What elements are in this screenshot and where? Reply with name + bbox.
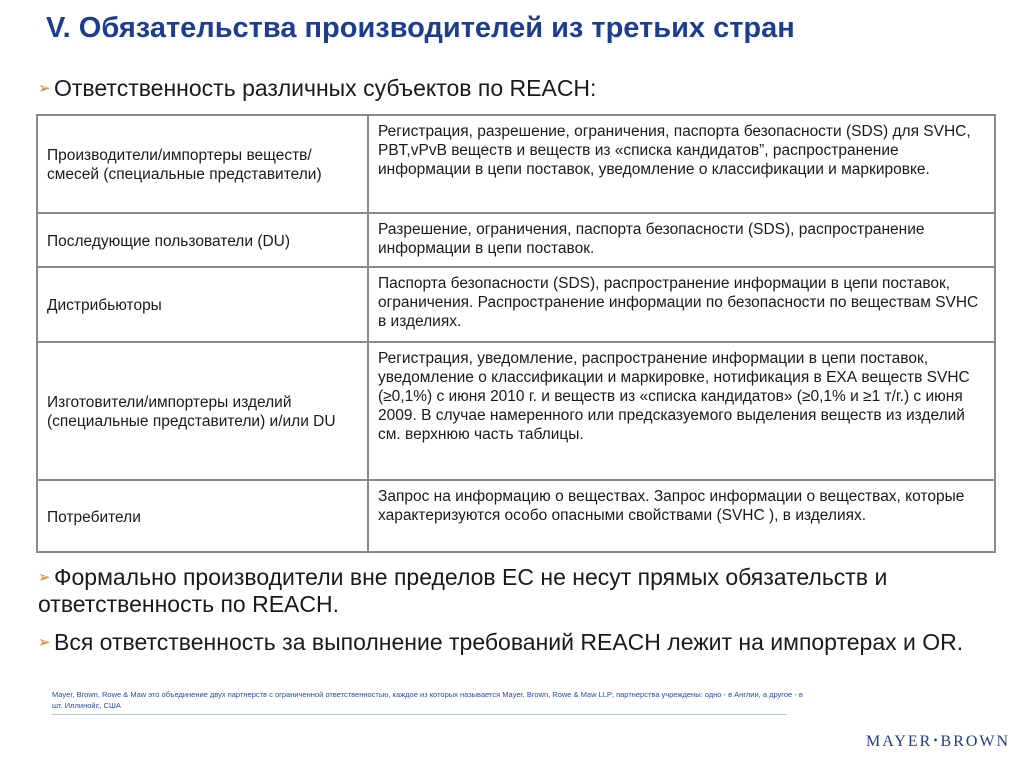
footer-divider bbox=[52, 714, 787, 715]
party-cell: Производители/импортеры веществ/смесей (специальные представители) bbox=[37, 115, 368, 213]
arrow-right-icon: ➢ bbox=[38, 569, 51, 586]
mayer-brown-logo bbox=[866, 733, 1010, 751]
obligations-cell: Запрос на информацию о веществах. Запрос информации о веществах, которые характеризуются особо опасными свойствами (SVHC ), в изделиях. bbox=[368, 480, 995, 552]
party-cell: Последующие пользователи (DU) bbox=[37, 213, 368, 267]
slide-title: V. Обязательства производителей из третьих стран bbox=[46, 12, 795, 44]
party-cell: Дистрибьюторы bbox=[37, 267, 368, 342]
obligations-cell: Регистрация, разрешение, ограничения, паспорта безопасности (SDS) для SVHC, PBT,vPvB веществ и веществ из «списка кандидатов”, распространение информации в цепи поставок, уведомление о классификации и маркировке. bbox=[368, 115, 995, 213]
logo-left-word: MAYER bbox=[866, 733, 933, 750]
bullet-text: Формально производители вне пределов ЕС не несут прямых обязательств и ответственность по REACH. bbox=[38, 564, 888, 617]
bullet-text: Вся ответственность за выполнение требований REACH лежит на импортерах и OR. bbox=[54, 629, 964, 655]
obligations-cell: Разрешение, ограничения, паспорта безопасности (SDS), распространение информации в цепи поставок. bbox=[368, 213, 995, 267]
logo-dot-icon: • bbox=[933, 733, 940, 747]
logo-right-word: BROWN bbox=[940, 733, 1011, 750]
subtitle-bullet bbox=[38, 75, 798, 102]
bullet-item bbox=[38, 629, 968, 656]
obligations-cell: Паспорта безопасности (SDS), распространение информации в цепи поставок, ограничения. Распространение информации по безопасности по веществам SVHC в изделиях. bbox=[368, 267, 995, 342]
table-row bbox=[37, 267, 995, 342]
table-row bbox=[37, 115, 995, 213]
table-row bbox=[37, 480, 995, 552]
bullet-item bbox=[38, 564, 968, 618]
subtitle-text: Ответственность различных субъектов по REACH: bbox=[54, 75, 597, 101]
footnote: Mayer, Brown, Rowe & Maw это объединение двух партнерств с ограниченной ответственностью, каждое из которых называется Mayer, Brown, Rowe & Maw LLP; партнерства учреждены: одно - в Англии, а другое - в шт. Иллинойс, США bbox=[52, 690, 803, 710]
obligations-cell: Регистрация, уведомление, распространение информации в цепи поставок, уведомление о классификации и маркировке, нотификация в ЕХА веществ SVHC (≥0,1%) с июня 2010 г. и веществ из «списка кандидатов» (≥0,1% и ≥1 т/г.) с июня 2009. В случае намеренного или предсказуемого выделения веществ из изделий см. верхнюю часть таблицы. bbox=[368, 342, 995, 480]
table-row bbox=[37, 342, 995, 480]
arrow-right-icon: ➢ bbox=[38, 80, 51, 97]
table-row bbox=[37, 213, 995, 267]
party-cell: Потребители bbox=[37, 480, 368, 552]
responsibility-table bbox=[36, 114, 996, 553]
arrow-right-icon: ➢ bbox=[38, 634, 51, 651]
party-cell: Изготовители/импортеры изделий (специальные представители) и/или DU bbox=[37, 342, 368, 480]
